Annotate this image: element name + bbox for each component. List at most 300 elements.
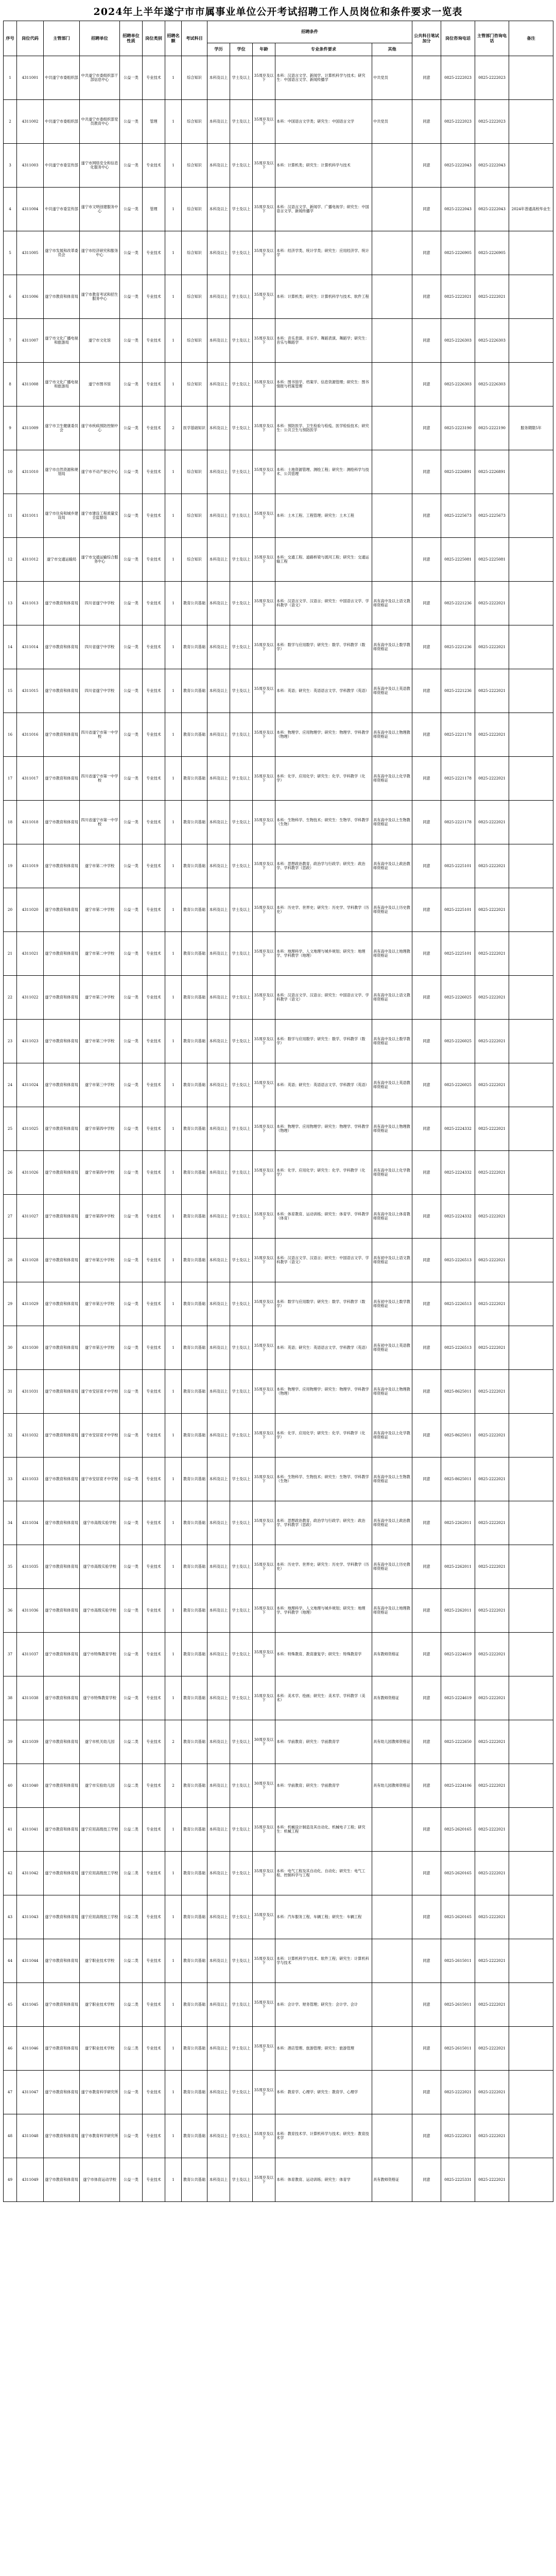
cell-dept: 遂宁市文化广播电视和旅游局 [44, 319, 80, 363]
cell-tel: 0825-2226891 [441, 450, 475, 494]
cell-edu: 本科及以上 [207, 494, 230, 538]
cell-major: 本科：特殊教育、教育康复学；研究生：特殊教育学 [275, 1633, 372, 1676]
cell-type: 专业技术 [143, 1852, 165, 1895]
table-row [4, 363, 553, 406]
cell-bonus: 同意 [412, 56, 441, 100]
cell-nature: 公益一类 [120, 188, 143, 231]
cell-dtel: 0825-2222021 [475, 932, 509, 976]
cell-other: 中共党员 [372, 100, 412, 144]
cell-code: 4311010 [17, 450, 44, 494]
cell-degree: 学士及以上 [230, 1326, 253, 1370]
cell-dept: 遂宁市教育和体育局 [44, 976, 80, 1020]
cell-note [509, 363, 553, 406]
cell-dept: 中共遂宁市委宣传部 [44, 188, 80, 231]
cell-other: 具有高中及以上化学教师资格证 [372, 757, 412, 801]
cell-subject: 综合知识 [182, 144, 207, 188]
cell-tel: 0825-2222043 [441, 144, 475, 188]
cell-num: 1 [165, 844, 182, 888]
cell-age: 35周岁及以下 [253, 1458, 275, 1501]
cell-note [509, 1107, 553, 1151]
cell-edu: 本科及以上 [207, 1983, 230, 2027]
cell-bonus: 同意 [412, 932, 441, 976]
cell-code: 4311039 [17, 1720, 44, 1764]
col-header: 岗位代码 [17, 21, 44, 56]
cell-dtel: 0825-2222023 [475, 100, 509, 144]
cell-major: 本科：思想政治教育、政治学与行政学；研究生：政治学、学科教学（思政） [275, 844, 372, 888]
cell-tel: 0825-2226025 [441, 1063, 475, 1107]
cell-other [372, 1852, 412, 1895]
cell-num: 2 [165, 1720, 182, 1764]
cell-degree: 学士及以上 [230, 2114, 253, 2158]
cell-bonus: 同意 [412, 450, 441, 494]
cell-degree: 学士及以上 [230, 1195, 253, 1239]
col-header-group: 招聘条件 [207, 21, 412, 43]
cell-num: 1 [165, 1020, 182, 1063]
table-row [4, 625, 553, 669]
table-row [4, 1545, 553, 1589]
cell-subject: 教育公共基础 [182, 1939, 207, 1983]
cell-dtel: 0825-2222021 [475, 1195, 509, 1239]
cell-other: 具有高中及以上地理教师资格证 [372, 932, 412, 976]
cell-major: 本科：历史学、世界史；研究生：历史学、学科教学（历史） [275, 888, 372, 932]
cell-num: 1 [165, 932, 182, 976]
cell-degree: 学士及以上 [230, 669, 253, 713]
cell-nature: 公益一类 [120, 1107, 143, 1151]
cell-bonus: 同意 [412, 1764, 441, 1808]
cell-degree: 学士及以上 [230, 494, 253, 538]
cell-major: 本科：图书馆学、档案学、信息资源管理；研究生：图书情报与档案管理 [275, 363, 372, 406]
cell-code: 4311028 [17, 1239, 44, 1282]
cell-dept: 遂宁市教育和体育局 [44, 1633, 80, 1676]
cell-code: 4311049 [17, 2158, 44, 2202]
cell-dtel: 0825-2222021 [475, 1326, 509, 1370]
cell-dtel: 0825-2222021 [475, 1808, 509, 1852]
cell-type: 管理 [143, 188, 165, 231]
cell-tel: 0825-2620165 [441, 1808, 475, 1852]
cell-nature: 公益二类 [120, 1983, 143, 2027]
cell-bonus: 同意 [412, 100, 441, 144]
cell-subject: 综合知识 [182, 275, 207, 319]
cell-note [509, 976, 553, 1020]
cell-nature: 公益一类 [120, 713, 143, 757]
cell-subject: 综合知识 [182, 319, 207, 363]
cell-dtel: 0825-2222021 [475, 888, 509, 932]
table-row [4, 2158, 553, 2202]
cell-nature: 公益一类 [120, 538, 143, 582]
cell-age: 35周岁及以下 [253, 1151, 275, 1195]
cell-code: 4311022 [17, 976, 44, 1020]
cell-tel: 0825-2224332 [441, 1151, 475, 1195]
table-row [4, 976, 553, 1020]
cell-no: 27 [4, 1195, 17, 1239]
cell-age: 35周岁及以下 [253, 1020, 275, 1063]
cell-degree: 学士及以上 [230, 1589, 253, 1633]
cell-edu: 本科及以上 [207, 1676, 230, 1720]
cell-tel: 0825-2225673 [441, 494, 475, 538]
cell-code: 4311032 [17, 1414, 44, 1458]
cell-type: 专业技术 [143, 494, 165, 538]
cell-dept: 遂宁市教育和体育局 [44, 1414, 80, 1458]
table-row [4, 1239, 553, 1282]
cell-code: 4311036 [17, 1589, 44, 1633]
cell-num: 1 [165, 625, 182, 669]
cell-major: 本科：化学、应用化学；研究生：化学、学科教学（化学） [275, 1414, 372, 1458]
cell-no: 37 [4, 1633, 17, 1676]
cell-no: 5 [4, 231, 17, 275]
cell-bonus: 同意 [412, 1545, 441, 1589]
cell-nature: 公益一类 [120, 1458, 143, 1501]
cell-degree: 学士及以上 [230, 1282, 253, 1326]
cell-no: 1 [4, 56, 17, 100]
cell-edu: 本科及以上 [207, 1151, 230, 1195]
cell-degree: 学士及以上 [230, 582, 253, 625]
cell-nature: 公益一类 [120, 1020, 143, 1063]
cell-degree: 学士及以上 [230, 1020, 253, 1063]
cell-age: 35周岁及以下 [253, 1414, 275, 1458]
cell-degree: 学士及以上 [230, 363, 253, 406]
cell-other: 具有高中及以上地理教师资格证 [372, 1589, 412, 1633]
cell-tel: 0825-2226303 [441, 319, 475, 363]
cell-type: 专业技术 [143, 888, 165, 932]
cell-major: 本科：中国语言文学类；研究生：中国语言文学 [275, 100, 372, 144]
cell-no: 3 [4, 144, 17, 188]
cell-major: 本科：计算机类；研究生：计算机科学与技术 [275, 144, 372, 188]
cell-tel: 0825-2221236 [441, 625, 475, 669]
cell-edu: 本科及以上 [207, 1589, 230, 1633]
cell-tel: 0825-2222043 [441, 188, 475, 231]
cell-nature: 公益一类 [120, 275, 143, 319]
cell-type: 专业技术 [143, 363, 165, 406]
cell-nature: 公益一类 [120, 976, 143, 1020]
cell-major: 本科：电气工程及其自动化、自动化；研究生：电气工程、控制科学与工程 [275, 1852, 372, 1895]
table-row [4, 1720, 553, 1764]
cell-other: 具有高中及以上生物教师资格证 [372, 1458, 412, 1501]
cell-tel: 0825-2615011 [441, 1983, 475, 2027]
table-row [4, 2071, 553, 2114]
cell-tel: 0825-2221236 [441, 582, 475, 625]
cell-nature: 公益一类 [120, 56, 143, 100]
cell-num: 1 [165, 144, 182, 188]
cell-no: 36 [4, 1589, 17, 1633]
cell-note [509, 844, 553, 888]
cell-subject: 教育公共基础 [182, 844, 207, 888]
cell-dtel: 0825-2222021 [475, 1501, 509, 1545]
cell-unit: 遂宁市第三中学校 [80, 1020, 120, 1063]
cell-code: 4311025 [17, 1107, 44, 1151]
cell-bonus: 同意 [412, 494, 441, 538]
cell-unit: 遂宁市第三中学校 [80, 1063, 120, 1107]
cell-dtel: 0825-2222021 [475, 1589, 509, 1633]
cell-subject: 教育公共基础 [182, 2158, 207, 2202]
cell-num: 1 [165, 1676, 182, 1720]
cell-bonus: 同意 [412, 1458, 441, 1501]
cell-dept: 遂宁市卫生健康委员会 [44, 406, 80, 450]
cell-age: 35周岁及以下 [253, 888, 275, 932]
cell-note [509, 1414, 553, 1458]
cell-bonus: 同意 [412, 844, 441, 888]
cell-other: 具有教师资格证 [372, 1676, 412, 1720]
table-row [4, 275, 553, 319]
cell-subject: 综合知识 [182, 494, 207, 538]
cell-degree: 学士及以上 [230, 757, 253, 801]
cell-unit: 遂宁市教育科学研究所 [80, 2114, 120, 2158]
cell-major: 本科：预防医学、卫生检验与检疫、医学检验技术；研究生：公共卫生与预防医学 [275, 406, 372, 450]
cell-degree: 学士及以上 [230, 801, 253, 844]
cell-code: 4311012 [17, 538, 44, 582]
cell-unit: 四川省遂宁中学校 [80, 625, 120, 669]
cell-note [509, 1326, 553, 1370]
cell-num: 1 [165, 1195, 182, 1239]
table-row [4, 757, 553, 801]
cell-major: 本科：体育教育、运动训练；研究生：体育学 [275, 2158, 372, 2202]
cell-type: 专业技术 [143, 1633, 165, 1676]
cell-type: 专业技术 [143, 1983, 165, 2027]
cell-major: 本科：音乐表演、音乐学、舞蹈表演、舞蹈学；研究生：音乐与舞蹈学 [275, 319, 372, 363]
cell-bonus: 同意 [412, 2027, 441, 2071]
cell-dtel: 0825-2222021 [475, 1895, 509, 1939]
cell-edu: 本科及以上 [207, 757, 230, 801]
cell-subject: 教育公共基础 [182, 976, 207, 1020]
cell-code: 4311008 [17, 363, 44, 406]
table-row [4, 1414, 553, 1458]
cell-bonus: 同意 [412, 1107, 441, 1151]
cell-age: 35周岁及以下 [253, 2114, 275, 2158]
cell-no: 47 [4, 2071, 17, 2114]
cell-type: 专业技术 [143, 1370, 165, 1414]
cell-dtel: 0825-2222021 [475, 625, 509, 669]
cell-unit: 遂宁应用高级技工学校 [80, 1895, 120, 1939]
table-row [4, 231, 553, 275]
cell-type: 专业技术 [143, 2158, 165, 2202]
cell-dtel: 0825-2222043 [475, 188, 509, 231]
cell-no: 42 [4, 1852, 17, 1895]
cell-age: 35周岁及以下 [253, 2027, 275, 2071]
cell-degree: 学士及以上 [230, 976, 253, 1020]
cell-bonus: 同意 [412, 1063, 441, 1107]
cell-type: 专业技术 [143, 56, 165, 100]
cell-dtel: 0825-2225081 [475, 538, 509, 582]
cell-note [509, 932, 553, 976]
cell-edu: 本科及以上 [207, 801, 230, 844]
cell-age: 35周岁及以下 [253, 1107, 275, 1151]
cell-edu: 本科及以上 [207, 2071, 230, 2114]
cell-degree: 学士及以上 [230, 888, 253, 932]
cell-dtel: 0825-2222021 [475, 757, 509, 801]
cell-major: 本科：汉语言文学、汉语言；研究生：中国语言文学、学科教学（语文） [275, 976, 372, 1020]
cell-code: 4311046 [17, 2027, 44, 2071]
cell-no: 4 [4, 188, 17, 231]
cell-tel: 0825-2226513 [441, 1282, 475, 1326]
cell-code: 4311040 [17, 1764, 44, 1808]
cell-age: 35周岁及以下 [253, 188, 275, 231]
cell-nature: 公益二类 [120, 1939, 143, 1983]
cell-code: 4311035 [17, 1545, 44, 1589]
cell-code: 4311031 [17, 1370, 44, 1414]
cell-bonus: 同意 [412, 1239, 441, 1282]
cell-dtel: 0825-2222021 [475, 1282, 509, 1326]
cell-note [509, 1195, 553, 1239]
cell-nature: 公益一类 [120, 406, 143, 450]
cell-degree: 学士及以上 [230, 1633, 253, 1676]
cell-edu: 本科及以上 [207, 450, 230, 494]
cell-unit: 遂宁市特殊教育学校 [80, 1633, 120, 1676]
cell-num: 1 [165, 582, 182, 625]
cell-degree: 学士及以上 [230, 319, 253, 363]
cell-age: 35周岁及以下 [253, 275, 275, 319]
cell-age: 30周岁及以下 [253, 1720, 275, 1764]
cell-subject: 教育公共基础 [182, 932, 207, 976]
cell-bonus: 同意 [412, 801, 441, 844]
cell-nature: 公益一类 [120, 363, 143, 406]
cell-num: 1 [165, 275, 182, 319]
cell-no: 28 [4, 1239, 17, 1282]
cell-tel: 0825-2221236 [441, 669, 475, 713]
cell-age: 35周岁及以下 [253, 1589, 275, 1633]
cell-num: 1 [165, 1326, 182, 1370]
cell-edu: 本科及以上 [207, 56, 230, 100]
cell-dtel: 0825-2222021 [475, 1545, 509, 1589]
table-row [4, 1020, 553, 1063]
cell-other: 具有教师资格证 [372, 2158, 412, 2202]
cell-degree: 学士及以上 [230, 1063, 253, 1107]
cell-other [372, 494, 412, 538]
cell-nature: 公益二类 [120, 1895, 143, 1939]
cell-dtel: 0825-2222021 [475, 713, 509, 757]
cell-age: 35周岁及以下 [253, 1676, 275, 1720]
cell-dtel: 0825-2222021 [475, 2158, 509, 2202]
cell-code: 4311015 [17, 669, 44, 713]
cell-note [509, 231, 553, 275]
cell-nature: 公益一类 [120, 1282, 143, 1326]
cell-unit: 遂宁应用高级技工学校 [80, 1852, 120, 1895]
cell-age: 35周岁及以下 [253, 1939, 275, 1983]
cell-dept: 遂宁市教育和体育局 [44, 1370, 80, 1414]
cell-edu: 本科及以上 [207, 275, 230, 319]
cell-nature: 公益一类 [120, 1239, 143, 1282]
cell-nature: 公益一类 [120, 1545, 143, 1589]
col-subheader: 学历 [207, 43, 230, 56]
cell-bonus: 同意 [412, 1414, 441, 1458]
cell-dtel: 0825-2222021 [475, 1633, 509, 1676]
cell-num: 1 [165, 2027, 182, 2071]
cell-major: 本科：计算机科学与技术、软件工程；研究生：计算机科学与技术 [275, 1939, 372, 1983]
cell-tel: 0825-2226905 [441, 231, 475, 275]
cell-subject: 教育公共基础 [182, 1676, 207, 1720]
cell-edu: 本科及以上 [207, 713, 230, 757]
cell-code: 4311041 [17, 1808, 44, 1852]
cell-no: 2 [4, 100, 17, 144]
cell-num: 1 [165, 757, 182, 801]
cell-type: 专业技术 [143, 1764, 165, 1808]
table-row [4, 1458, 553, 1501]
cell-subject: 综合知识 [182, 538, 207, 582]
cell-unit: 遂宁市高级实验学校 [80, 1589, 120, 1633]
cell-dept: 遂宁市教育和体育局 [44, 1195, 80, 1239]
cell-dept: 遂宁市自然资源和规划局 [44, 450, 80, 494]
cell-degree: 学士及以上 [230, 1151, 253, 1195]
cell-major: 本科：会计学、财务管理；研究生：会计学、会计 [275, 1983, 372, 2027]
cell-other [372, 1983, 412, 2027]
cell-type: 专业技术 [143, 1195, 165, 1239]
cell-major: 本科：数学与应用数学；研究生：数学、学科教学（数学） [275, 1020, 372, 1063]
cell-code: 4311014 [17, 625, 44, 669]
cell-edu: 本科及以上 [207, 2158, 230, 2202]
cell-num: 1 [165, 1589, 182, 1633]
cell-code: 4311048 [17, 2114, 44, 2158]
cell-dept: 遂宁市教育和体育局 [44, 1764, 80, 1808]
cell-num: 1 [165, 494, 182, 538]
cell-code: 4311023 [17, 1020, 44, 1063]
cell-code: 4311016 [17, 713, 44, 757]
col-subheader: 其他 [372, 43, 412, 56]
cell-dept: 遂宁市教育和体育局 [44, 888, 80, 932]
cell-major: 本科：汉语言文学、汉语言；研究生：中国语言文学、学科教学（语文） [275, 582, 372, 625]
cell-dtel: 0825-2222021 [475, 1020, 509, 1063]
cell-age: 35周岁及以下 [253, 1501, 275, 1545]
cell-tel: 0825-2226303 [441, 363, 475, 406]
cell-degree: 学士及以上 [230, 1764, 253, 1808]
cell-dtel: 0825-2226303 [475, 319, 509, 363]
table-row [4, 56, 553, 100]
cell-nature: 公益一类 [120, 450, 143, 494]
cell-edu: 本科及以上 [207, 1195, 230, 1239]
cell-major: 本科：地理科学、人文地理与城乡规划；研究生：地理学、学科教学（地理） [275, 1589, 372, 1633]
cell-edu: 本科及以上 [207, 1764, 230, 1808]
cell-unit: 四川省遂宁市第一中学校 [80, 713, 120, 757]
cell-note [509, 1983, 553, 2027]
cell-other: 具有高中及以上物理教师资格证 [372, 713, 412, 757]
cell-major: 本科：教育技术学、计算机科学与技术；研究生：教育技术学 [275, 2114, 372, 2158]
cell-nature: 公益一类 [120, 2071, 143, 2114]
table-row [4, 100, 553, 144]
cell-code: 4311020 [17, 888, 44, 932]
cell-other: 中共党员 [372, 56, 412, 100]
cell-major: 本科：历史学、世界史；研究生：历史学、学科教学（历史） [275, 1545, 372, 1589]
cell-other: 具有高中及以上政治教师资格证 [372, 1501, 412, 1545]
cell-age: 35周岁及以下 [253, 231, 275, 275]
cell-unit: 遂宁市网络安全和信息化服务中心 [80, 144, 120, 188]
cell-code: 4311005 [17, 231, 44, 275]
cell-other [372, 1808, 412, 1852]
cell-bonus: 同意 [412, 625, 441, 669]
cell-tel: 0825-2225331 [441, 2158, 475, 2202]
cell-tel: 0825-2222021 [441, 2114, 475, 2158]
table-row [4, 406, 553, 450]
cell-unit: 遂宁市经济研究和服务中心 [80, 231, 120, 275]
cell-other: 具有高中及以上历史教师资格证 [372, 888, 412, 932]
cell-type: 专业技术 [143, 1458, 165, 1501]
cell-other [372, 188, 412, 231]
cell-bonus: 同意 [412, 1983, 441, 2027]
cell-subject: 教育公共基础 [182, 1633, 207, 1676]
cell-nature: 公益二类 [120, 2027, 143, 2071]
cell-dtel: 0825-2222021 [475, 275, 509, 319]
cell-major: 本科：土地资源管理、测绘工程；研究生：测绘科学与技术、公共管理 [275, 450, 372, 494]
cell-degree: 学士及以上 [230, 1458, 253, 1501]
cell-tel: 0825-8625011 [441, 1458, 475, 1501]
cell-other: 具有高中及以上政治教师资格证 [372, 844, 412, 888]
cell-bonus: 同意 [412, 669, 441, 713]
cell-age: 35周岁及以下 [253, 363, 275, 406]
cell-edu: 本科及以上 [207, 1895, 230, 1939]
cell-subject: 教育公共基础 [182, 1545, 207, 1589]
cell-num: 1 [165, 1239, 182, 1282]
cell-bonus: 同意 [412, 713, 441, 757]
cell-age: 35周岁及以下 [253, 932, 275, 976]
cell-tel: 0825-2225101 [441, 932, 475, 976]
cell-note [509, 538, 553, 582]
col-header: 招聘单位性质 [120, 21, 143, 56]
